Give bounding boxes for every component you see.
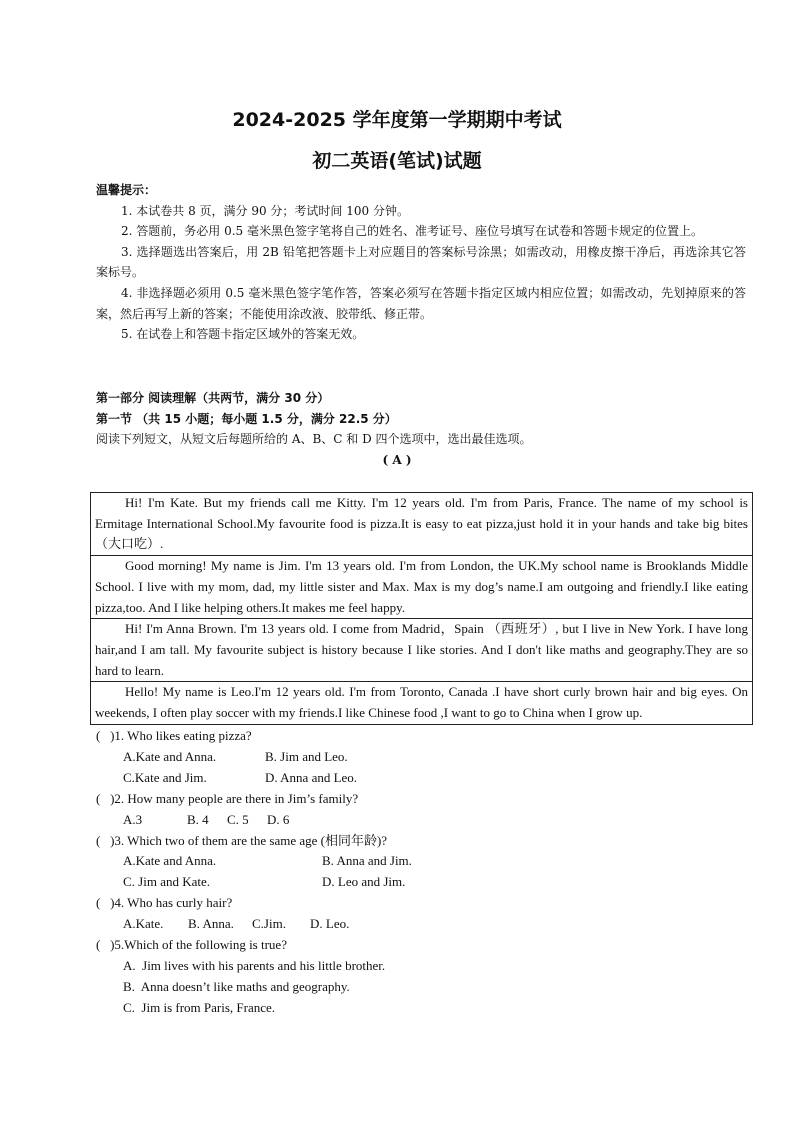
option-row (96, 872, 746, 893)
question-stem: ( )1. Who likes eating pizza? (96, 728, 252, 743)
option-c: C. Jim is from Paris, France. (123, 999, 276, 1015)
option-d: D. Leo. (310, 916, 350, 932)
question-stem: ( )4. Who has curly hair? (96, 895, 233, 911)
option-row (96, 914, 746, 935)
option-a: A. Jim lives with his parents and his little brother. (123, 957, 386, 973)
question-stem: ( )5.Which of the following is true? (96, 937, 287, 953)
subsection-heading: 第一节 （共 15 小题；每小题 1.5 分，满分 22.5 分） (96, 411, 397, 426)
passage-label: ( A ) (382, 452, 412, 467)
option-c: C. Jim and Kate. (123, 874, 211, 890)
passage-table (90, 492, 753, 725)
option-b: B. Jim and Leo. (265, 748, 348, 764)
option-c: C.Kate and Jim. (123, 769, 207, 785)
option-c: C. 5 (227, 811, 249, 827)
notice-heading: 温馨提示： (96, 183, 157, 197)
option-d: D. Anna and Leo. (265, 769, 358, 785)
option-a: A.3 (123, 811, 143, 827)
option-b: B. Anna doesn’t like maths and geography. (123, 978, 350, 994)
part-heading: 第一部分 阅读理解（共两节，满分 30 分） (96, 391, 330, 405)
option-b: B. Anna. (188, 916, 234, 932)
exam-subtitle: 初二英语(笔试)试题 (312, 150, 482, 172)
section-header (96, 388, 746, 470)
passage-anna: Hi! I'm Anna Brown. I'm 13 years old. I come from Madrid，Spain （西班牙）, but I live in New York. I have long hair,and I am tall. My favourite subject is history because I like stories. And I don't like maths and geography.They are so hard to learn. (91, 619, 753, 682)
notice-item: 5. 在试卷上和答题卡指定区域外的答案无效。 (121, 327, 365, 342)
option-a: A.Kate and Anna. (123, 748, 217, 764)
notice-item: 2. 答题前，务必用 0.5 毫米黑色签字笔将自己的姓名、准考证号、座位号填写在试卷和答题卡规定的位置上。 (121, 224, 703, 239)
question-stem: ( )2. How many people are there in Jim’s family? (96, 790, 359, 806)
option-row (96, 747, 746, 768)
notice-item: 1. 本试卷共 8 页，满分 90 分；考试时间 100 分钟。 (121, 203, 409, 218)
question-stem: ( )3. Which two of them are the same age (相同年龄)? (96, 832, 388, 848)
option-b: B. 4 (187, 811, 209, 827)
option-row (96, 810, 746, 831)
option-a: A.Kate and Anna. (123, 853, 217, 869)
instruction-text: 阅读下列短文，从短文后每题所给的 A、B、C 和 D 四个选项中，选出最佳选项。 (96, 432, 532, 446)
option-b: B. Anna and Jim. (322, 853, 412, 869)
option-d: D. Leo and Jim. (322, 874, 406, 890)
exam-title: 2024-2025 学年度第一学期期中考试 (232, 109, 562, 131)
notice-block (96, 180, 746, 345)
option-c: C.Jim. (252, 916, 286, 932)
notice-item: 4. 非选择题必须用 0.5 毫米黑色签字笔作答，答案必须写在答题卡指定区域内相应位置；如需改动，先划掉原来的答案，然后再写上新的答案；不能使用涂改液、胶带纸、修正带。 (96, 285, 746, 321)
question-list (96, 726, 746, 1019)
option-row (96, 768, 746, 789)
option-d: D. 6 (267, 811, 290, 827)
option-row (96, 851, 746, 872)
passage-kate: Hi! I'm Kate. But my friends call me Kitty. I'm 12 years old. I'm from Paris, France. The name of my school is Ermitage International School.My favourite food is pizza.It is easy to eat pizza,just hold it in your hands and take big bites（大口吃）. (91, 493, 753, 556)
notice-item: 3. 选择题选出答案后，用 2B 铅笔把答题卡上对应题目的答案标号涂黑；如需改动，用橡皮擦干净后，再选涂其它答案标号。 (96, 244, 746, 280)
passage-leo: Hello! My name is Leo.I'm 12 years old. I'm from Toronto, Canada .I have short curly brown hair and big eyes. On weekends, I often play soccer with my friends.I like Chinese food ,I want to go to China when I grow up. (91, 682, 753, 724)
option-a: A.Kate. (123, 916, 164, 932)
passage-jim: Good morning! My name is Jim. I'm 13 years old. I'm from London, the UK.My school name is Brooklands Middle School. I live with my mom, dad, my little sister and Max. Max is my dog’s name.I am outgoing and friendly.I like eating pizza,too. And I like helping others.It makes me feel happy. (91, 556, 753, 619)
